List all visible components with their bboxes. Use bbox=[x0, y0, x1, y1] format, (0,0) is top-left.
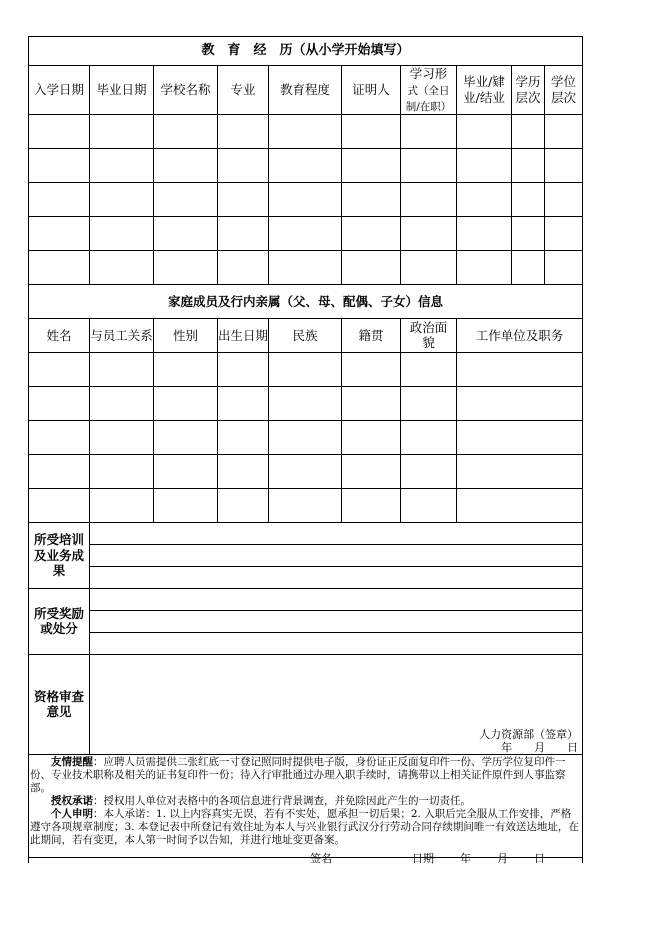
header-edu-level: 教育程度 bbox=[269, 66, 342, 115]
header-ethnicity: 民族 bbox=[269, 318, 342, 352]
date-label: 日期 bbox=[412, 852, 434, 865]
header-native-place: 籍贯 bbox=[342, 318, 401, 352]
cell[interactable] bbox=[29, 386, 90, 420]
education-row bbox=[29, 250, 583, 284]
cell[interactable] bbox=[401, 182, 457, 216]
cell[interactable] bbox=[29, 182, 90, 216]
cell[interactable] bbox=[90, 352, 154, 386]
cell[interactable] bbox=[512, 182, 545, 216]
header-school: 学校名称 bbox=[154, 66, 218, 115]
decl-text: ：本人承诺：1. 以上内容真实无误，若有不实处，愿承担一切后果；2. 入职后完全服从工作安排，严格遵守各项规章制度；3. 本登记表中所登记有效住址为本人与兴业银行武汉分行劳动合同存续期间唯一有效送达地址，在此期间，若有变更，本人第一时间予以告知，并进行地址变更备案。 bbox=[30, 807, 579, 846]
family-row bbox=[29, 454, 583, 488]
cell[interactable] bbox=[342, 454, 401, 488]
awards-line[interactable] bbox=[90, 632, 583, 654]
header-study-form bbox=[401, 66, 457, 115]
training-line[interactable] bbox=[90, 522, 583, 544]
header-grad-date: 毕业日期 bbox=[90, 66, 154, 115]
cell[interactable] bbox=[29, 250, 90, 284]
awards-label: 所受奖励或处分 bbox=[29, 588, 90, 654]
auth-label: 授权承诺 bbox=[51, 794, 93, 807]
cell[interactable] bbox=[401, 488, 457, 522]
cell[interactable] bbox=[342, 216, 401, 250]
cell[interactable] bbox=[29, 148, 90, 182]
reminder-label: 友情提醒 bbox=[51, 755, 93, 768]
cell[interactable] bbox=[269, 216, 342, 250]
cell[interactable] bbox=[401, 148, 457, 182]
header-enroll-date: 入学日期 bbox=[29, 66, 90, 115]
cell[interactable] bbox=[545, 182, 583, 216]
cell[interactable] bbox=[342, 250, 401, 284]
cell[interactable] bbox=[218, 216, 269, 250]
qualification-opinion[interactable] bbox=[90, 654, 583, 754]
cell[interactable] bbox=[457, 114, 512, 148]
header-academic-degree: 学位层次 bbox=[545, 66, 583, 115]
cell[interactable] bbox=[342, 114, 401, 148]
cell[interactable] bbox=[342, 352, 401, 386]
cell[interactable] bbox=[218, 454, 269, 488]
cell[interactable] bbox=[29, 454, 90, 488]
education-row bbox=[29, 114, 583, 148]
qualification-label: 资格审查意见 bbox=[29, 654, 90, 754]
cell[interactable] bbox=[457, 250, 512, 284]
cell[interactable] bbox=[154, 182, 218, 216]
cell[interactable] bbox=[90, 216, 154, 250]
family-row bbox=[29, 386, 583, 420]
cell[interactable] bbox=[512, 216, 545, 250]
cell[interactable] bbox=[457, 352, 583, 386]
decl-label: 个人申明 bbox=[51, 807, 93, 820]
education-row bbox=[29, 182, 583, 216]
cell[interactable] bbox=[342, 148, 401, 182]
cell[interactable] bbox=[457, 488, 583, 522]
cell[interactable] bbox=[512, 148, 545, 182]
cell[interactable] bbox=[218, 420, 269, 454]
header-reference: 证明人 bbox=[342, 66, 401, 115]
cell[interactable] bbox=[29, 352, 90, 386]
cell[interactable] bbox=[457, 386, 583, 420]
cell[interactable] bbox=[90, 386, 154, 420]
training-line[interactable] bbox=[90, 544, 583, 566]
header-relation: 与员工关系 bbox=[90, 318, 154, 352]
header-major: 专业 bbox=[218, 66, 269, 115]
training-line[interactable] bbox=[90, 566, 583, 588]
family-row bbox=[29, 488, 583, 522]
auth-text: ：授权用人单位对表格中的各项信息进行背景调查，并免除因此产生的一切责任。 bbox=[93, 794, 471, 807]
cell[interactable] bbox=[218, 148, 269, 182]
notes-section bbox=[29, 754, 583, 863]
education-title: 教 育 经 历（从小学开始填写） bbox=[29, 37, 583, 66]
cell[interactable] bbox=[401, 420, 457, 454]
cell[interactable] bbox=[401, 352, 457, 386]
cell[interactable] bbox=[29, 488, 90, 522]
cell[interactable] bbox=[29, 216, 90, 250]
cell[interactable] bbox=[90, 420, 154, 454]
cell[interactable] bbox=[545, 216, 583, 250]
sign-label: 签名 bbox=[310, 852, 332, 865]
cell[interactable] bbox=[269, 250, 342, 284]
cell[interactable] bbox=[457, 182, 512, 216]
header-employer: 工作单位及职务 bbox=[457, 318, 583, 352]
study-form-line2: 式（全日制/在职） bbox=[405, 84, 452, 113]
cell[interactable] bbox=[154, 148, 218, 182]
cell[interactable] bbox=[90, 148, 154, 182]
month-label: 月 bbox=[497, 852, 508, 865]
cell[interactable] bbox=[218, 250, 269, 284]
awards-line[interactable] bbox=[90, 588, 583, 610]
cell[interactable] bbox=[545, 250, 583, 284]
cell[interactable] bbox=[401, 250, 457, 284]
cell[interactable] bbox=[512, 114, 545, 148]
cell[interactable] bbox=[29, 114, 90, 148]
cell[interactable] bbox=[269, 352, 342, 386]
cell[interactable] bbox=[545, 148, 583, 182]
cell[interactable] bbox=[90, 182, 154, 216]
cell[interactable] bbox=[154, 352, 218, 386]
qualification-date: 年 月 日 bbox=[501, 740, 579, 754]
cell[interactable] bbox=[342, 386, 401, 420]
cell[interactable] bbox=[218, 352, 269, 386]
reminder-text: ：应聘人员需提供二张红底一寸登记照同时提供电子版，身份证正反面复印件一份、学历学位复印件一份、专业技术职称及相关的证书复印件一份；待入行审批通过办理入职手续时，请携带以上相关证件原件到人事监察部。 bbox=[30, 755, 566, 794]
day-label: 日 bbox=[534, 852, 545, 865]
cell[interactable] bbox=[154, 114, 218, 148]
cell[interactable] bbox=[90, 250, 154, 284]
family-row bbox=[29, 420, 583, 454]
cell[interactable] bbox=[269, 488, 342, 522]
cell[interactable] bbox=[154, 420, 218, 454]
header-political: 政治面貌 bbox=[401, 318, 457, 352]
family-row bbox=[29, 352, 583, 386]
cell[interactable] bbox=[457, 454, 583, 488]
cell[interactable] bbox=[218, 386, 269, 420]
cell[interactable] bbox=[218, 488, 269, 522]
awards-line[interactable] bbox=[90, 610, 583, 632]
cell[interactable] bbox=[342, 488, 401, 522]
cell[interactable] bbox=[154, 488, 218, 522]
cell[interactable] bbox=[154, 454, 218, 488]
cell[interactable] bbox=[90, 488, 154, 522]
cell[interactable] bbox=[154, 250, 218, 284]
cell[interactable] bbox=[29, 420, 90, 454]
cell[interactable] bbox=[457, 148, 512, 182]
cell[interactable] bbox=[154, 216, 218, 250]
cell[interactable] bbox=[269, 182, 342, 216]
cell[interactable] bbox=[401, 216, 457, 250]
cell[interactable] bbox=[342, 182, 401, 216]
cell[interactable] bbox=[342, 420, 401, 454]
cell[interactable] bbox=[90, 454, 154, 488]
education-row bbox=[29, 148, 583, 182]
hr-dept-stamp: 人力资源部（签章） bbox=[479, 727, 579, 741]
cell[interactable] bbox=[90, 114, 154, 148]
cell[interactable] bbox=[269, 454, 342, 488]
cell[interactable] bbox=[154, 386, 218, 420]
signature-line bbox=[310, 850, 571, 865]
year-label: 年 bbox=[460, 852, 471, 865]
header-birthdate: 出生日期 bbox=[218, 318, 269, 352]
cell[interactable] bbox=[401, 386, 457, 420]
registration-form bbox=[28, 36, 583, 863]
header-name: 姓名 bbox=[29, 318, 90, 352]
cell[interactable] bbox=[457, 216, 512, 250]
cell[interactable] bbox=[457, 420, 583, 454]
study-form-line1: 学习形 bbox=[409, 66, 448, 81]
education-row bbox=[29, 216, 583, 250]
header-degree-level: 学历层次 bbox=[512, 66, 545, 115]
cell[interactable] bbox=[401, 114, 457, 148]
cell[interactable] bbox=[218, 114, 269, 148]
cell[interactable] bbox=[269, 420, 342, 454]
header-gender: 性别 bbox=[154, 318, 218, 352]
cell[interactable] bbox=[269, 114, 342, 148]
cell[interactable] bbox=[512, 250, 545, 284]
header-grad-status: 毕业/肄业/结业 bbox=[457, 66, 512, 115]
family-title: 家庭成员及行内亲属（父、母、配偶、子女）信息 bbox=[29, 284, 583, 318]
cell[interactable] bbox=[545, 114, 583, 148]
cell[interactable] bbox=[218, 182, 269, 216]
cell[interactable] bbox=[401, 454, 457, 488]
cell[interactable] bbox=[269, 148, 342, 182]
cell[interactable] bbox=[269, 386, 342, 420]
training-label: 所受培训及业务成果 bbox=[29, 522, 90, 588]
